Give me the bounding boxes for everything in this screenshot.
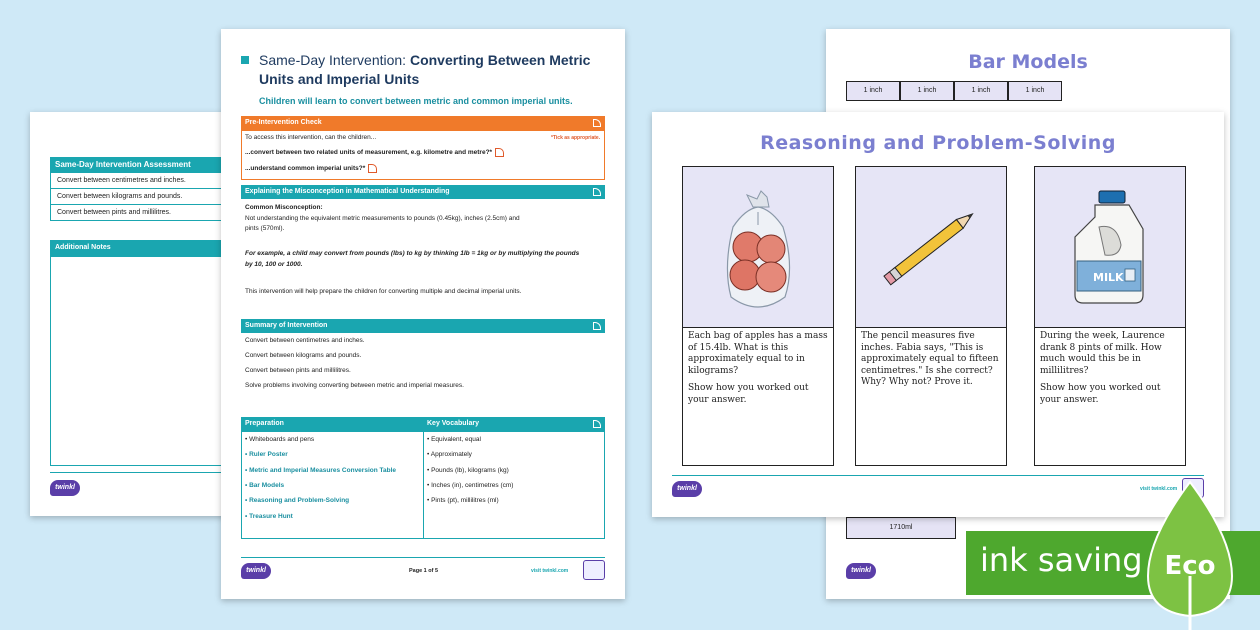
corner-icon (593, 119, 601, 127)
prep-link[interactable]: Reasoning and Problem-Solving (249, 497, 350, 504)
prep-vocab-heading (241, 417, 605, 431)
assessment-row: Convert between kilograms and pounds. (50, 189, 230, 205)
misconception-example: For example, a child may convert from pounds (lbs) to kg by thinking 1lb = 1kg or by multiplying the pounds (245, 250, 580, 257)
additional-notes-heading: Additional Notes (50, 240, 230, 256)
quality-badge-icon (583, 560, 605, 580)
card-question: During the week, Laurence drank 8 pints of milk. How much would this be in millilitres? (1040, 331, 1165, 376)
bar-cell: 1 inch (1008, 81, 1062, 101)
pre-check-q2: ...understand common imperial units?* (245, 165, 366, 173)
title-bullet-icon (241, 56, 249, 64)
prep-item-text: Whiteboards and pens (249, 436, 315, 443)
twinkl-logo-icon: twinkl (241, 563, 271, 579)
vocab-item-text: Inches (in), centimetres (cm) (431, 482, 514, 489)
card-text (861, 331, 1001, 395)
tick-note: *Tick as appropriate. (551, 135, 601, 141)
prep-item[interactable]: • Ruler Poster (245, 451, 288, 458)
summary-heading (241, 319, 605, 333)
vocab-item: • Approximately (427, 451, 472, 458)
summary-item: Solve problems involving converting between metric and imperial measures. (245, 382, 464, 389)
vocab-item: • Pints (pt), millilitres (ml) (427, 497, 499, 504)
misconception-heading-text: Explaining the Misconception in Mathematical Understanding (245, 188, 450, 195)
bar-bottom-cell: 1710ml (846, 517, 956, 539)
card-image (683, 167, 833, 328)
corner-icon (593, 188, 601, 196)
assessment-row: Convert between centimetres and inches. (50, 173, 230, 189)
eco-leaf-icon (1140, 480, 1240, 630)
vocabulary-heading: Key Vocabulary (427, 420, 480, 427)
pre-check-intro: To access this intervention, can the children... (245, 134, 377, 141)
assessment-heading: Same-Day Intervention Assessment (50, 157, 230, 173)
footer-divider (50, 472, 230, 473)
tick-box-icon[interactable] (495, 148, 504, 157)
vocab-item-text: Pints (pt), millilitres (ml) (431, 497, 499, 504)
vocab-item: • Inches (in), centimetres (cm) (427, 482, 514, 489)
corner-icon (593, 420, 601, 428)
card-question: The pencil measures five inches. Fabia says, "This is approximately equal to fifteen centimetres." Is she correct? Why? Why not? Prove it. (861, 331, 999, 387)
misconception-prep: This intervention will help prepare the children for converting multiple and decimal imperial units. (245, 288, 522, 295)
footer-divider (241, 557, 605, 558)
reasoning-title: Reasoning and Problem-Solving (760, 132, 1116, 154)
bar-models-title: Bar Models (968, 51, 1088, 73)
prep-link[interactable]: Metric and Imperial Measures Conversion Table (249, 467, 396, 474)
card-text (688, 331, 828, 412)
question-card (682, 166, 834, 466)
summary-item: Convert between pints and millilitres. (245, 367, 351, 374)
twinkl-logo-icon: twinkl (50, 480, 80, 496)
pre-check-q1: ...convert between two related units of measurement, e.g. kilometre and metre?* (245, 149, 493, 157)
prep-item[interactable]: • Bar Models (245, 482, 285, 489)
prep-link[interactable]: Bar Models (249, 482, 285, 489)
prep-link[interactable]: Treasure Hunt (249, 513, 293, 520)
vocab-item: • Pounds (lb), kilograms (kg) (427, 467, 509, 474)
misconception-text: Not understanding the equivalent metric measurements to pounds (0.45kg), inches (2.5cm) and (245, 215, 520, 222)
misconception-text: pints (570ml). (245, 225, 285, 232)
prep-item[interactable]: • Treasure Hunt (245, 513, 293, 520)
card-text (1040, 331, 1180, 412)
pencil-icon (856, 167, 1006, 327)
summary-item: Convert between kilograms and pounds. (245, 352, 362, 359)
milk-label: MILK (1093, 271, 1124, 284)
title-main: Converting Between Metric Units and Imperial Units (259, 52, 591, 87)
question-card (1034, 166, 1186, 466)
pre-check-question (245, 164, 377, 173)
assessment-sheet (30, 112, 230, 516)
intervention-sheet (221, 29, 625, 599)
pre-check-heading-text: Pre-Intervention Check (245, 119, 322, 126)
bar-cell: 1 inch (846, 81, 900, 101)
bar-cell: 1 inch (900, 81, 954, 101)
footer-url[interactable]: visit twinkl.com (1140, 486, 1178, 492)
reasoning-sheet (652, 112, 1224, 517)
vocab-item-text: Pounds (lb), kilograms (kg) (431, 467, 509, 474)
ink-saving-label: ink saving (980, 541, 1143, 579)
tick-box-icon[interactable] (368, 164, 377, 173)
bar-cell: 1 inch (954, 81, 1008, 101)
card-question: Each bag of apples has a mass of 15.4lb. What is this approximately equal to in kilograms? (688, 331, 828, 376)
card-image (1035, 167, 1185, 328)
prep-item: • Whiteboards and pens (245, 436, 315, 443)
prep-item[interactable]: • Metric and Imperial Measures Conversion Table (245, 467, 396, 474)
card-image (856, 167, 1006, 328)
vocab-item-text: Approximately (430, 451, 472, 458)
vocab-item-text: Equivalent, equal (431, 436, 481, 443)
prep-item[interactable]: • Reasoning and Problem-Solving (245, 497, 350, 504)
additional-notes-box (50, 256, 230, 466)
twinkl-logo-icon: twinkl (846, 563, 876, 579)
footer-divider (672, 475, 1204, 476)
milk-bottle-icon (1035, 167, 1185, 327)
summary-heading-text: Summary of Intervention (245, 322, 328, 329)
summary-item: Convert between centimetres and inches. (245, 337, 365, 344)
misconception-heading (241, 185, 605, 199)
pre-check-question (245, 148, 504, 157)
question-card (855, 166, 1007, 466)
page-number: Page 1 of 5 (409, 568, 439, 574)
assessment-row: Convert between pints and millilitres. (50, 205, 230, 221)
vocab-item: • Equivalent, equal (427, 436, 481, 443)
column-divider (423, 431, 424, 539)
corner-icon (593, 322, 601, 330)
prep-link[interactable]: Ruler Poster (249, 451, 288, 458)
preparation-heading: Preparation (245, 420, 284, 427)
apple-bag-icon (683, 167, 833, 327)
pre-check-heading (241, 116, 605, 130)
card-instruction: Show how you worked out your answer. (1040, 383, 1161, 405)
misconception-example: by 10, 100 or 1000. (245, 261, 303, 268)
page-title (259, 51, 619, 89)
page-subtitle: Children will learn to convert between metric and common imperial units. (259, 96, 573, 106)
footer-url[interactable]: visit twinkl.com (531, 568, 569, 574)
title-prefix: Same-Day Intervention: (259, 52, 410, 68)
twinkl-logo-icon: twinkl (672, 481, 702, 497)
card-instruction: Show how you worked out your answer. (688, 383, 809, 405)
misconception-label: Common Misconception: (245, 204, 323, 211)
eco-label: Eco (1164, 551, 1216, 581)
